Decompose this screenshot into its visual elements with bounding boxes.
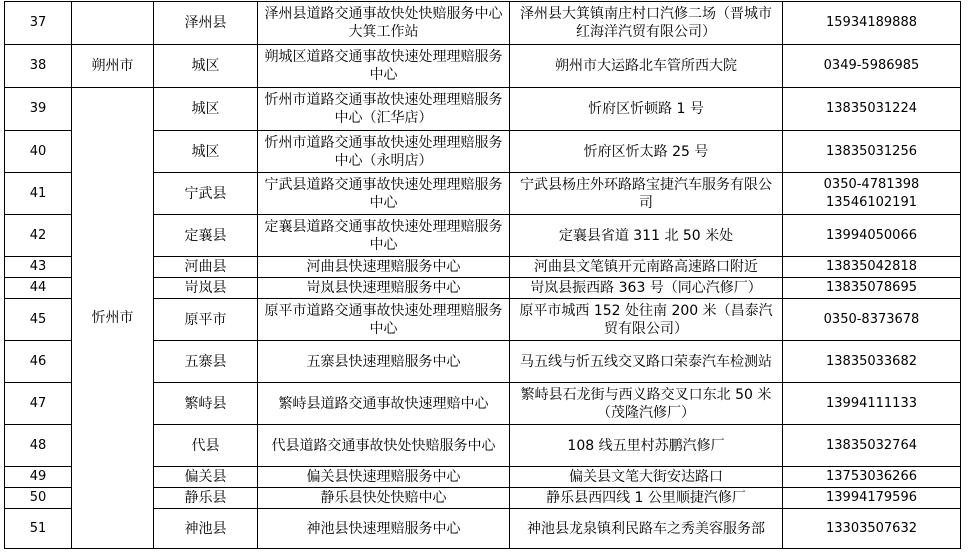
row-number: 48 <box>5 425 72 467</box>
phone-cell: 13994179596 <box>783 488 961 509</box>
county-cell: 代县 <box>154 425 258 467</box>
service-center-table <box>4 1 961 549</box>
address-cell: 朔州市大运路北车管所西大院 <box>510 45 783 88</box>
phone-cell: 0350-4781398 13546102191 <box>783 173 961 215</box>
table-row <box>5 88 961 131</box>
address-cell: 忻府区忻顿路 1 号 <box>510 88 783 131</box>
phone-cell: 0350-8373678 <box>783 299 961 341</box>
county-cell: 五寨县 <box>154 341 258 383</box>
center-name-cell: 原平市道路交通事故快速处理理赔服务中心 <box>258 299 510 341</box>
row-number: 49 <box>5 467 72 488</box>
county-cell: 城区 <box>154 45 258 88</box>
center-name-cell: 定襄县道路交通事故快速处理理赔服务中心 <box>258 215 510 257</box>
phone-cell: 13835032764 <box>783 425 961 467</box>
center-name-cell: 泽州县道路交通事故快处快赔服务中心大箕工作站 <box>258 2 510 45</box>
address-cell: 马五线与忻五线交叉路口荣泰汽车检测站 <box>510 341 783 383</box>
address-cell: 神池县龙泉镇利民路车之秀美容服务部 <box>510 509 783 549</box>
row-number: 40 <box>5 131 72 173</box>
city-cell: 朔州市 <box>72 45 154 88</box>
center-name-cell: 朔城区道路交通事故快速处理理赔服务中心 <box>258 45 510 88</box>
county-cell: 泽州县 <box>154 2 258 45</box>
address-cell: 定襄县省道 311 北 50 米处 <box>510 215 783 257</box>
address-cell: 静乐县西四线 1 公里顺捷汽修厂 <box>510 488 783 509</box>
row-number: 43 <box>5 257 72 278</box>
center-name-cell: 五寨县快速理赔服务中心 <box>258 341 510 383</box>
center-name-cell: 岢岚县快速理赔服务中心 <box>258 278 510 299</box>
county-cell: 宁武县 <box>154 173 258 215</box>
center-name-cell: 忻州市道路交通事故快速处理理赔服务中心（汇华店） <box>258 88 510 131</box>
city-cell: 忻州市 <box>72 88 154 549</box>
row-number: 51 <box>5 509 72 549</box>
phone-cell: 13303507632 <box>783 509 961 549</box>
phone-cell: 13994050066 <box>783 215 961 257</box>
table-row <box>5 45 961 88</box>
phone-cell: 13835031224 <box>783 88 961 131</box>
row-number: 50 <box>5 488 72 509</box>
center-name-cell: 繁峙县道路交通事故快速理赔中心 <box>258 383 510 425</box>
row-number: 42 <box>5 215 72 257</box>
address-cell: 宁武县杨庄外环路路宝捷汽车服务有限公司 <box>510 173 783 215</box>
address-cell: 原平市城西 152 处往南 200 米（昌泰汽贸有限公司） <box>510 299 783 341</box>
address-cell: 岢岚县振西路 363 号（同心汽修厂） <box>510 278 783 299</box>
phone-cell: 13994111133 <box>783 383 961 425</box>
county-cell: 河曲县 <box>154 257 258 278</box>
county-cell: 神池县 <box>154 509 258 549</box>
address-cell: 泽州县大箕镇南庄村口汽修二场（晋城市红海洋汽贸有限公司） <box>510 2 783 45</box>
address-cell: 繁峙县石龙街与西义路交叉口东北 50 米（茂隆汽修厂） <box>510 383 783 425</box>
county-cell: 城区 <box>154 88 258 131</box>
center-name-cell: 神池县快速理赔服务中心 <box>258 509 510 549</box>
center-name-cell: 宁武县道路交通事故快速处理理赔服务中心 <box>258 173 510 215</box>
row-number: 41 <box>5 173 72 215</box>
row-number: 38 <box>5 45 72 88</box>
address-cell: 偏关县文笔大街安达路口 <box>510 467 783 488</box>
county-cell: 原平市 <box>154 299 258 341</box>
center-name-cell: 偏关县快速理赔服务中心 <box>258 467 510 488</box>
row-number: 37 <box>5 2 72 45</box>
county-cell: 偏关县 <box>154 467 258 488</box>
phone-cell: 15934189888 <box>783 2 961 45</box>
phone-cell: 13835078695 <box>783 278 961 299</box>
county-cell: 繁峙县 <box>154 383 258 425</box>
phone-cell: 13835031256 <box>783 131 961 173</box>
row-number: 44 <box>5 278 72 299</box>
phone-cell: 0349-5986985 <box>783 45 961 88</box>
county-cell: 静乐县 <box>154 488 258 509</box>
phone-cell: 13753036266 <box>783 467 961 488</box>
city-cell <box>72 2 154 45</box>
row-number: 45 <box>5 299 72 341</box>
row-number: 46 <box>5 341 72 383</box>
center-name-cell: 静乐县快处快赔中心 <box>258 488 510 509</box>
county-cell: 定襄县 <box>154 215 258 257</box>
center-name-cell: 河曲县快速理赔服务中心 <box>258 257 510 278</box>
row-number: 47 <box>5 383 72 425</box>
center-name-cell: 忻州市道路交通事故快速处理理赔服务中心（永明店） <box>258 131 510 173</box>
county-cell: 岢岚县 <box>154 278 258 299</box>
row-number: 39 <box>5 88 72 131</box>
county-cell: 城区 <box>154 131 258 173</box>
address-cell: 河曲县文笔镇开元南路高速路口附近 <box>510 257 783 278</box>
table-row <box>5 2 961 45</box>
address-cell: 忻府区忻太路 25 号 <box>510 131 783 173</box>
phone-cell: 13835042818 <box>783 257 961 278</box>
phone-cell: 13835033682 <box>783 341 961 383</box>
address-cell: 108 线五里村苏鹏汽修厂 <box>510 425 783 467</box>
center-name-cell: 代县道路交通事故快处快赔服务中心 <box>258 425 510 467</box>
